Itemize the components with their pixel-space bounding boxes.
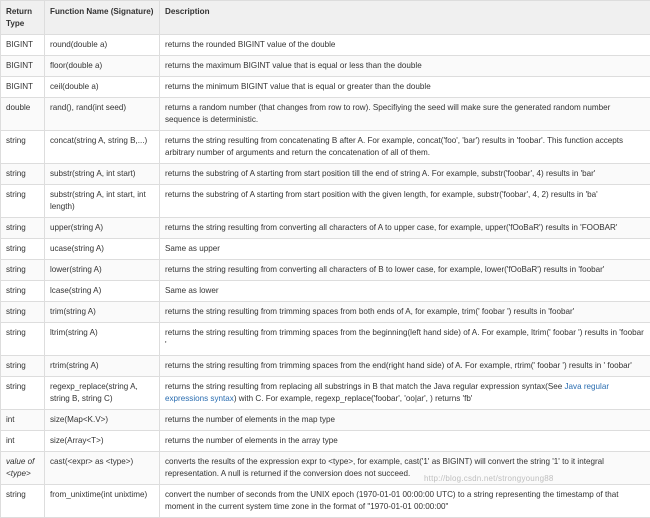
description-cell: converts the results of the expression expr to <type>, for example, cast('1' as BIGINT) will convert the string '1' to it integral representation. A null is returned if the conversion does not succeed.	[160, 452, 650, 485]
signature-cell: round(double a)	[45, 35, 160, 56]
return-type-cell: BIGINT	[1, 35, 45, 56]
table-row	[1, 98, 650, 131]
description-cell: returns the string resulting from concatenating B after A. For example, concat('foo', 'bar') results in 'foobar'. This function accepts arbitrary number of arguments and return the concatenation of all of them.	[160, 131, 650, 164]
signature-cell: cast(<expr> as <type>)	[45, 452, 160, 485]
table-row	[1, 431, 650, 452]
return-type-cell: BIGINT	[1, 77, 45, 98]
description-cell: returns the minimum BIGINT value that is equal or greater than the double	[160, 77, 650, 98]
header-return-type: Return Type	[1, 1, 45, 35]
return-type-cell: string	[1, 239, 45, 260]
description-cell: convert the number of seconds from the UNIX epoch (1970-01-01 00:00:00 UTC) to a string representing the timestamp of that moment in the current system time zone in the format of "1970-01-01 00:00:00"	[160, 485, 650, 518]
table-row	[1, 218, 650, 239]
table-row	[1, 56, 650, 77]
return-type-cell: int	[1, 431, 45, 452]
description-cell	[160, 377, 650, 410]
return-type-cell: value of <type>	[1, 452, 45, 485]
return-type-cell: string	[1, 164, 45, 185]
return-type-cell: string	[1, 356, 45, 377]
table-row	[1, 356, 650, 377]
description-text: ) with C. For example, regexp_replace('foobar', 'oo|ar', ) returns 'fb'	[234, 394, 473, 403]
table-row	[1, 260, 650, 281]
table-row	[1, 323, 650, 356]
table-row	[1, 164, 650, 185]
table-row	[1, 377, 650, 410]
signature-cell: ucase(string A)	[45, 239, 160, 260]
description-cell: returns a random number (that changes from row to row). Specifiying the seed will make sure the generated random number sequence is deterministic.	[160, 98, 650, 131]
description-cell: returns the string resulting from trimming spaces from both ends of A, for example, trim(' foobar ') results in 'foobar'	[160, 302, 650, 323]
signature-cell: rand(), rand(int seed)	[45, 98, 160, 131]
table-header	[1, 1, 650, 35]
signature-cell: concat(string A, string B,...)	[45, 131, 160, 164]
return-type-cell: string	[1, 185, 45, 218]
table-row	[1, 77, 650, 98]
description-text: returns the string resulting from replacing all substrings in B that match the Java regular expression syntax(See	[165, 382, 564, 391]
table-row	[1, 185, 650, 218]
watermark: http://blog.csdn.net/strongyoung88	[424, 474, 554, 483]
header-description: Description	[160, 1, 650, 35]
return-type-cell: string	[1, 260, 45, 281]
description-cell: returns the string resulting from trimming spaces from the end(right hand side) of A. For example, rtrim(' foobar ') results in ' foobar'	[160, 356, 650, 377]
table-row	[1, 131, 650, 164]
signature-cell: floor(double a)	[45, 56, 160, 77]
table-row	[1, 452, 650, 485]
signature-cell: regexp_replace(string A, string B, string C)	[45, 377, 160, 410]
description-cell: returns the string resulting from trimming spaces from the beginning(left hand side) of A. For example, ltrim(' foobar ') results in 'foobar '	[160, 323, 650, 356]
signature-cell: size(Map<K.V>)	[45, 410, 160, 431]
signature-cell: trim(string A)	[45, 302, 160, 323]
description-cell: Same as lower	[160, 281, 650, 302]
signature-cell: ceil(double a)	[45, 77, 160, 98]
table-body	[1, 35, 650, 518]
signature-cell: substr(string A, int start)	[45, 164, 160, 185]
description-cell: returns the number of elements in the array type	[160, 431, 650, 452]
description-cell: returns the string resulting from converting all characters of A to upper case, for example, upper('fOoBaR') results in 'FOOBAR'	[160, 218, 650, 239]
header-function-name: Function Name (Signature)	[45, 1, 160, 35]
return-type-cell: int	[1, 410, 45, 431]
table-row	[1, 410, 650, 431]
return-type-cell: string	[1, 281, 45, 302]
description-cell: returns the number of elements in the map type	[160, 410, 650, 431]
return-type-cell: string	[1, 302, 45, 323]
description-cell: returns the rounded BIGINT value of the double	[160, 35, 650, 56]
description-cell: returns the substring of A starting from start position with the given length, for example, substr('foobar', 4, 2) results in 'ba'	[160, 185, 650, 218]
signature-cell: substr(string A, int start, int length)	[45, 185, 160, 218]
signature-cell: lcase(string A)	[45, 281, 160, 302]
table-row	[1, 302, 650, 323]
header-row	[1, 1, 650, 35]
description-cell: returns the string resulting from converting all characters of B to lower case, for example, lower('fOoBaR') results in 'foobar'	[160, 260, 650, 281]
return-type-cell: string	[1, 131, 45, 164]
signature-cell: rtrim(string A)	[45, 356, 160, 377]
description-cell: returns the maximum BIGINT value that is equal or less than the double	[160, 56, 650, 77]
return-type-cell: string	[1, 323, 45, 356]
signature-cell: upper(string A)	[45, 218, 160, 239]
description-cell: returns the substring of A starting from start position till the end of string A. For example, substr('foobar', 4) results in 'bar'	[160, 164, 650, 185]
signature-cell: ltrim(string A)	[45, 323, 160, 356]
signature-cell: lower(string A)	[45, 260, 160, 281]
return-type-cell: string	[1, 218, 45, 239]
table-row	[1, 485, 650, 518]
table-row	[1, 35, 650, 56]
java-regex-syntax-link[interactable]: Java regular expressions syntax	[165, 382, 609, 403]
signature-cell: size(Array<T>)	[45, 431, 160, 452]
table-row	[1, 281, 650, 302]
return-type-cell: string	[1, 377, 45, 410]
table-row	[1, 239, 650, 260]
return-type-cell: double	[1, 98, 45, 131]
return-type-cell: string	[1, 485, 45, 518]
signature-cell: from_unixtime(int unixtime)	[45, 485, 160, 518]
return-type-cell: BIGINT	[1, 56, 45, 77]
description-cell: Same as upper	[160, 239, 650, 260]
